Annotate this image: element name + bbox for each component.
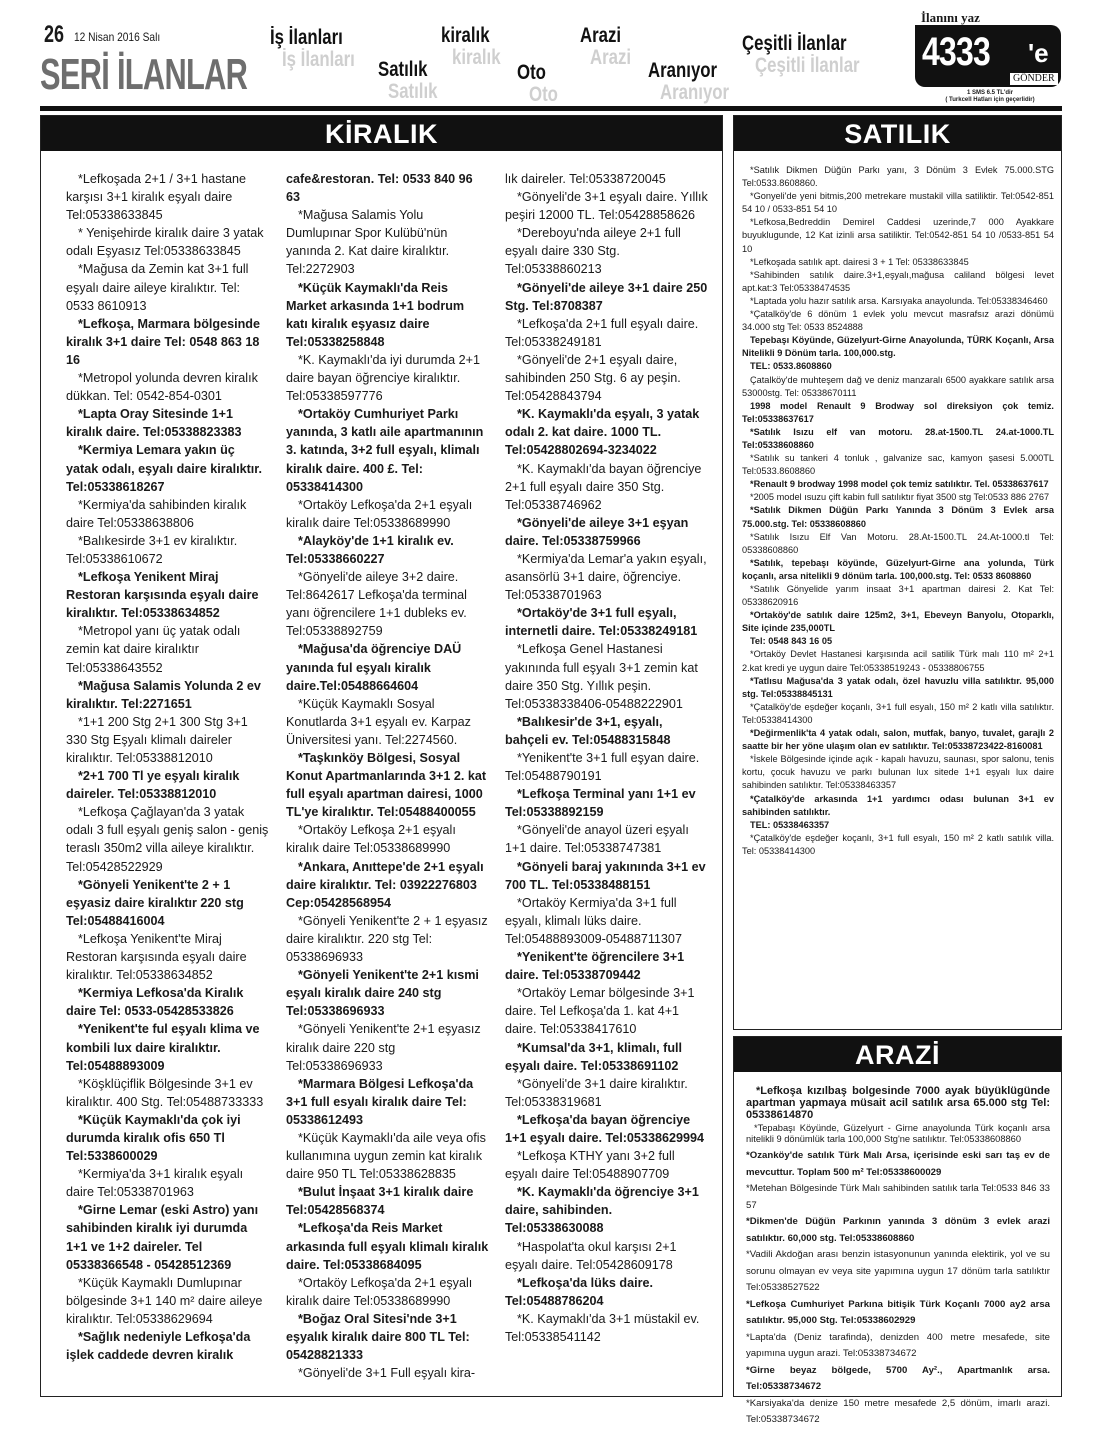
classified-ad: *Satılık Dikmen Düğün Parkı yanı, 3 Dönüm 3 Evlek 75.000.STG Tel:0533.8608860.: [742, 165, 1054, 189]
classified-ad: *Lefkoşa Cumhuriyet Parkına bitişik Türk Koçanlı 7000 ay2 arsa satılıktır. 95,000 Stg. Tel:05338602929: [746, 1298, 1050, 1326]
sms-suffix: 'e: [1028, 38, 1049, 68]
classified-ad: *Lefkoşa Yenikent'te Miraj Restoran karşısında eşyalı daire kiralıktır. Tel:05338634852: [66, 931, 247, 983]
classified-ad: *Gönyeli'de 3+1 eşyalı daire. Yıllık peşiri 12000 TL. Tel:05428858626: [505, 190, 708, 223]
category-ghost: Oto: [529, 83, 558, 106]
classified-ad: *Gönyeli Yenikent'te 2+1 eşyasız kiralık daire 220 stg Tel:05338696933: [286, 1022, 481, 1073]
classified-ad: *Lapta Oray Sitesinde 1+1 kiralık daire. Tel:05338823383: [66, 407, 242, 440]
classified-ad: *Boğaz Oral Sitesi'nde 3+1 eşyalık kiralık daire 800 TL Tel: 05428821333: [286, 1311, 470, 1363]
classified-ad: *Metehan Bölgesinde Türk Malı sahibinden satılık tarla Tel:0533 846 33 57: [746, 1183, 1050, 1211]
classified-ad: *Kermiya Lemara yakın üç yatak odalı, eşyalı daire kiralıktır. Tel:05338618267: [66, 443, 263, 494]
classified-ad: *Laptada yolu hazır satılık arsa. Karsıyaka anayolunda. Tel:05338346460: [750, 295, 1048, 306]
classified-ad: *K. Kaymaklı'da eşyalı, 3 yatak odalı 2. kat daire. 1000 TL. Tel:05428802694-3234022: [505, 407, 700, 458]
sms-send-label: GÖNDER: [1010, 73, 1058, 85]
classified-ad: lık daireler. Tel:05338720045: [505, 172, 666, 186]
classified-ad: *Lefkoşa KTHY yanı 3+2 full eşyalı daire Tel:05488907709: [505, 1149, 675, 1182]
classified-ad: *Metropol yolunda devren kiralık dükkan. Tel: 0542-854-0301: [66, 371, 258, 404]
classified-ad: *Çatalköy'de eşdeğer koçanlı, 3+1 full esyalı, 150 m² 2 katlı villa satılıktır. Tel:05338414300: [742, 701, 1054, 725]
classified-ad: *Lefkoşada 2+1 / 3+1 hastane karşısı 3+1 kiralık eşyalı daire Tel:05338633845: [66, 172, 247, 223]
classified-ad: *Çatalköy'de 6 dönüm 1 evlek yolu mevcut masrafsız arazi dönümü 34.000 stg Tel: 0533 8524888: [742, 309, 1054, 333]
category-ghost: Satılık: [388, 80, 438, 103]
classified-ad: *Küçük Kaymaklı'da aile veya ofis kullanımına uygun zemin kat kiralık daire 950 TL Tel:05338628835: [286, 1130, 486, 1182]
classified-ad: *Mağusa'da öğrenciye DAÜ yanında ful eşyalı kiralık daire.Tel:05488664604: [286, 642, 462, 693]
satilik-section: [733, 115, 1062, 1030]
classified-ad: *Dikmen'de Düğün Parkının yanında 3 dönüm 3 evlek arazi satılıktır. 60,000 stg. Tel:05338608860: [746, 1216, 1050, 1244]
classified-ad: *2+1 700 Tl ye eşyalı kiralık daireler. Tel:05338812010: [66, 769, 240, 802]
classified-ad: *Marmara Bölgesi Lefkoşa'da 3+1 full esyalı kiralık daire Tel: 05338612493: [286, 1076, 474, 1127]
classified-ad: TEL: 0533.8608860: [750, 361, 832, 372]
category-araniyor: Aranıyor: [648, 59, 718, 82]
classified-ad: *Çatalköy'de arkasında 1+1 yardımcı odası bulunan 3+1 ev sahibinden satılıktır.: [742, 793, 1054, 817]
classified-ad: *Ortaköy Lemar bölgesinde 3+1 daire. Tel Lefkoşa'da 1. kat 4+1 daire. Tel:05338417610: [505, 986, 695, 1037]
classified-ad: cafe&restoran. Tel: 0533 840 96 63: [286, 172, 473, 205]
classified-ad: *Lefkoşa'da Reis Market arkasında full eşyalı klimalı kiralık daire. Tel:05338684095: [286, 1221, 489, 1272]
classified-ad: *Ozanköy'de satılık Türk Malı Arsa, içerisinde eski sarı taş ev de mevcuttur. Toplam 500 m² Tel:05338600029: [746, 1150, 1050, 1178]
kiralik-column-2: [286, 170, 489, 1382]
classified-ad: *Küçük Kaymaklı'da çok iyi durumda kiralık ofis 650 Tl Tel:5338600029: [66, 1112, 241, 1164]
classified-ad: *Gönyeli'de aileye 3+2 daire. Tel:8642617 Lefkoşa'da terminal yanı öğrencilere 1+1 dubleks ev. Tel:05338892759: [286, 570, 467, 639]
classified-ad: Tepebaşı Köyünde, Güzelyurt-Girne Anayolunda, TÜRK Koçanlı, Arsa Nitelikli 9 Dönüm tarla. 100,000.stg.: [742, 335, 1054, 359]
classified-ad: *Lefkosa,Bedreddin Demirel Caddesi uzerinde,7 000 Ayakkare buyuklugunde, 12 Kat izinli arsa satiliktir. Tel:0542-851 54 10 /0533-851 54 10: [742, 217, 1054, 254]
classified-ad: *Mağusa Salamis Yolunda 2 ev kiralıktır. Tel:2271651: [66, 678, 261, 711]
category-ghost: Arazi: [590, 46, 632, 69]
category-satilik: Satılık: [378, 58, 428, 81]
classified-ad: *Satılık Isızu elf van motoru. 28.at-1500.TL 24.at-1000.TL Tel:05338608860: [742, 426, 1054, 450]
classified-ad: *Ortaköy Lefkoşa 2+1 eşyalı kiralık daire Tel:05338689990: [286, 823, 456, 856]
classified-ad: *Satılık, tepebaşı köyünde, Güzelyurt-Girne ana yolunda, Türk koçanlı, arsa nitelikli 9 dönüm tarla. 100,000.stg. Tel: 0533 8608860: [742, 557, 1054, 581]
category-ghost: Aranıyor: [660, 81, 730, 104]
classified-ad: *Ankara, Anıttepe'de 2+1 eşyalı daire kiralıktır. Tel: 03922276803 Cep:05428568954: [286, 859, 484, 910]
category-ghost: İş İlanları: [282, 48, 355, 71]
classified-ad: *Gonyeli'de yeni bitmis,200 metrekare mustakil villa satiliktir. Tel:0542-851 54 10 / 0533-851 54 10: [742, 191, 1054, 215]
classified-ad: *Ortaköy Lefkoşa'da 2+1 eşyalı kiralık daire Tel:05338689990: [286, 1275, 473, 1308]
category-is-ilanlari: İş İlanları: [270, 26, 343, 49]
classified-ad: TEL: 05338463357: [750, 819, 830, 830]
classified-ad: *Girne Lemar (eski Astro) yanı sahibinden kiralık iyi durumda 1+1 ve 1+2 daireler. Tel 05338366548 - 05428512369: [66, 1203, 259, 1272]
classified-ad: *İskele Bölgesinde içinde açık - kapalı havuzu, saunası, spor salonu, tenis kortu, çocuk havuzu ve parkı bulunan lux sitede 1+1 eşyalı lux daire sahibinden satılıktır. Tel:05338463357: [742, 754, 1054, 791]
classified-ad: *Karsiyaka'da denize 150 metre mesafede 2,5 dönüm, imarlı arazi. Tel:05338734672: [746, 1397, 1050, 1425]
classified-ad: *Köşklüçiflik Bölgesinde 3+1 ev kiralıktır. 400 Stg. Tel:05488733333: [66, 1076, 264, 1109]
classified-ad: *Gönyeli Yenikent'te 2 + 1 eşyasız daire kiralıktır. 220 stg Tel: 05338696933: [286, 913, 488, 965]
classified-ad: Çatalköy'de muhteşem dağ ve deniz manzaralı 6500 ayakkare satılık arsa 53000stg. Tel: 05338670111: [742, 374, 1054, 398]
classified-ad: *Satılık su tankeri 4 tonluk , galvanize sac, kamyon şasesi 5.000TL Tel:0533.8608860: [742, 453, 1054, 477]
classified-ad: *Haspolat'ta okul karşısı 2+1 eşyalı daire. Tel:05428609178: [505, 1239, 677, 1272]
classified-ad: *Lefkoşa'da lüks daire. Tel:05488786204: [505, 1275, 653, 1308]
classified-ad: *Lefkoşa kızılbaş bolgesinde 7000 ayak büyüklügünde apartman yapmaya müsait acil satılık arsa 65.000 stg Tel: 05338614870: [746, 1085, 1050, 1121]
sms-price-note: 1 SMS 6.5 TL'dir: [966, 90, 1014, 96]
classified-ad: *Mağusa Salamis Yolu Dumlupınar Spor Kulübü'nün yanında 2. Kat daire kiralıktır. Tel:2272903: [286, 208, 450, 277]
classified-ad: *Gönyeli baraj yakınında 3+1 ev 700 TL. Tel:05338488151: [505, 859, 706, 892]
classified-ad: *Kermiya Lefkosa'da Kiralık daire Tel: 0533-05428533826: [66, 986, 244, 1019]
classified-ad: *Kermiya'da Lemar'a yakın eşyalı, asansörlü 3+1 daire, öğrenciye. Tel:05338701963: [505, 551, 707, 603]
section-brand: SERİ İLANLAR: [40, 50, 248, 99]
category-cesitli: Çeşitli İlanlar: [742, 32, 847, 55]
category-ghost: kiralık: [452, 46, 501, 69]
classified-ad: *K. Kaymaklı'da bayan öğrenciye 2+1 full eşyalı daire 350 Stg. Tel:05338746962: [505, 461, 702, 512]
classified-ad: *Gönyeli'de aileye 3+1 daire 250 Stg. Tel:8708387: [505, 280, 708, 313]
satilik-title: SATILIK: [734, 116, 1061, 151]
classified-ad: *Küçük Kaymaklı'da Reis Market arkasında 1+1 bodrum katı kiralık eşyasız daire Tel:05338258848: [286, 280, 465, 349]
classified-ad: *Renault 9 brodway 1998 model çok temiz satılıktır. Tel. 05338637617: [750, 479, 1049, 490]
page-number: 26: [44, 21, 65, 48]
classified-ad: *Yenikent'te ful eşyalı klima ve kombili lux daire kiralıktır. Tel:05488893009: [66, 1022, 260, 1073]
sms-carrier-note: ( Turkcell Hatları için geçerlidir): [945, 97, 1035, 103]
classified-ad: *Yenikent'te 3+1 full eşyan daire. Tel:05488790191: [505, 751, 700, 784]
classified-ad: *Mağusa da Zemin kat 3+1 full eşyalı daire aileye kiralıktır. Tel: 0533 8610913: [66, 262, 249, 313]
classified-ad: *Lefkoşa Terminal yanı 1+1 ev Tel:05338892159: [505, 787, 696, 820]
classified-ad: *K. Kaymaklı'da öğrenciye 3+1 daire, sahibinden. Tel:05338630088: [505, 1185, 699, 1236]
classified-ad: *Balıkesir'de 3+1, eşyalı, bahçeli ev. Tel:05488315848: [505, 714, 671, 747]
classified-ad: *Lefkoşa Genel Hastanesi yakınında full eşyalı 3+1 zemin kat daire 350 Stg. Yıllık peşin. Tel:05338338406-05488222901: [505, 642, 698, 711]
classified-ad: *Dereboyu'nda aileye 2+1 full eşyalı daire 330 Stg. Tel:05338860213: [505, 226, 681, 277]
header-divider: [40, 106, 1062, 111]
classified-ad: *Kermiya'da 3+1 kiralık eşyalı daire Tel:05338701963: [66, 1167, 244, 1200]
classified-ad: *Kumsal'da 3+1, klimalı, full eşyalı daire. Tel:05338691102: [505, 1040, 683, 1073]
classified-ad: *Satılık Isızu Elf Van Motoru. 28.At-1500.TL 24.At-1000.tl Tel: 05338608860: [742, 531, 1054, 555]
kiralik-column-1: [66, 170, 269, 1364]
classified-ad: Tel: 0548 843 16 05: [750, 636, 833, 647]
category-kiralik: kiralık: [441, 24, 490, 47]
classified-ad: 1998 model Renault 9 Brodway sol direksiyon çok temiz. Tel:05338637617: [742, 400, 1054, 424]
classified-ad: *Gönyeli'de aileye 3+1 eşyan daire. Tel:05338759966: [505, 515, 689, 548]
classified-ad: *K. Kaymaklı'da iyi durumda 2+1 daire bayan öğrenciye kiralıktır. Tel:05338597776: [286, 352, 480, 404]
category-arazi: Arazi: [580, 24, 622, 47]
category-oto: Oto: [517, 61, 546, 84]
arazi-section: [733, 1036, 1062, 1425]
classified-ad: *Sağlık nedeniyle Lefkoşa'da işlek caddede devren kiralık: [66, 1330, 251, 1363]
classified-ad: *Vadili Akdoğan arası benzin istasyonunun yanında elektirik, yol ve su sorunu olmayan ev veya site yapımına uygun 17 dönüm tarla satılıktır Tel:05338527522: [746, 1249, 1050, 1293]
classified-ad: *1+1 200 Stg 2+1 300 Stg 3+1 330 Stg Eşyalı klimalı daireler kiralıktır. Tel:05338812010: [66, 714, 248, 765]
classified-ad: *Ortaköy Kermiya'da 3+1 full eşyalı, klimalı lüks daire. Tel:05488893009-05488711307: [505, 895, 682, 946]
classified-ad: *Lefkoşada satılık apt. dairesi 3 + 1 Tel: 05338633845: [750, 256, 969, 267]
classified-ad: *Küçük Kaymaklı Sosyal Konutlarda 3+1 eşyalı ev. Karpaz Üniversitesi yanı. Tel:2274560.: [286, 696, 471, 747]
sms-number: 4333: [922, 30, 990, 74]
classified-ad: *Gönyeli'de 2+1 eşyalı daire, sahibinden 250 Stg. 6 ay peşin. Tel:05428843794: [505, 352, 681, 404]
classified-ad: *Gönyeli Yenikent'te 2+1 kısmi eşyalı kiralık daire 240 stg Tel:05338696933: [286, 968, 479, 1019]
classified-ad: *Lapta'da (Deniz tarafinda), denizden 400 metre mesafede, site yapımına uygun arazi. Tel:05338734672: [746, 1331, 1050, 1359]
classified-ad: *Kermiya'da sahibinden kiralık daire Tel:05338638806: [66, 497, 247, 530]
arazi-title: ARAZİ: [734, 1037, 1061, 1072]
classified-ad: *Balıkesirde 3+1 ev kiralıktır. Tel:05338610672: [66, 533, 238, 566]
classified-ad: *Lefkoşa'da 2+1 full eşyalı daire. Tel:05338249181: [505, 316, 699, 349]
classified-ad: *2005 model ısuzu çift kabin full satılıktır fiyat 3500 stg Tel:0533 886 2767: [750, 492, 1050, 503]
classified-ad: *Lefkoşa, Marmara bölgesinde kiralık 3+1 daire Tel: 0548 863 18 16: [66, 316, 260, 367]
classified-ad: *Lefkoşa Yenikent Miraj Restoran karşısında eşyalı daire kiralıktır. Tel:05338634852: [66, 570, 259, 621]
issue-date: 12 Nisan 2016 Salı: [74, 30, 161, 44]
classified-ad: *Satılık Gönyelide yarım insaat 3+1 apartman dairesi 2. Kat Tel: 05338620916: [742, 584, 1054, 608]
classified-ad: *Ortaköy Cumhuriyet Parkı yanında, 3 katlı aile apartmanının 3. katında, 3+2 full eşyalı, klimalı kiralık daire. 400 £. Tel: 05338414300: [286, 407, 484, 494]
classified-ad: *Çatalköy'de eşdeğer koçanlı, 3+1 full esyalı, 150 m² 2 katlı satılık villa. Tel: 05338414300: [742, 832, 1054, 856]
sms-prompt: İlanını yaz: [918, 10, 983, 25]
classified-ad: *Alayköy'de 1+1 kiralık ev. Tel:05338660227: [286, 533, 454, 566]
classified-ad: *Bulut İnşaat 3+1 kiralık daire Tel:05428568374: [286, 1185, 474, 1218]
classified-ad: *Tatlısu Mağusa'da 3 yatak odalı, özel havuzlu villa satılıktır. 95,000 stg. Tel:05338845131: [742, 675, 1054, 699]
classified-ad: *Gönyeli Yenikent'te 2 + 1 eşyasiz daire kiralıktır 220 stg Tel:05488416004: [66, 877, 244, 928]
classified-ad: *Ortaköy'de satılık daire 125m2, 3+1, Ebeveyn Banyolu, Otoparklı, Site içinde 235,000TL: [742, 610, 1054, 634]
classified-ad: *Ortaköy'de 3+1 full eşyalı, internetli daire. Tel:05338249181: [505, 606, 698, 639]
classified-ad: *Ortaköy Lefkoşa'da 2+1 eşyalı kiralık daire Tel:05338689990: [286, 497, 473, 530]
classified-ad: *Taşkınköy Bölgesi, Sosyal Konut Apartmanlarında 3+1 2. kat full eşyalı apartman dairesi, 1000 TL'ye kiralıktır. Tel:05488400055: [286, 751, 487, 820]
classified-ad: *Metropol yanı üç yatak odalı zemin kat daire kiralıktır Tel:05338643552: [66, 624, 241, 675]
classified-ad: *Lefkoşa'da bayan öğrenciye 1+1 eşyalı daire. Tel:05338629994: [505, 1112, 704, 1145]
classified-ad: *Ortaköy Devlet Hastanesi karşısında acil satilik Türk malı 110 m² 2+1 2.kat kredi ye uygun daire Tel:05338519243 - 05338806755: [742, 649, 1054, 673]
kiralik-column-3: [505, 170, 708, 1346]
classified-ad: *Gönyeli'de 3+1 Full eşyalı kira-: [298, 1366, 476, 1381]
classified-ad: *Lefkoşa Çağlayan'da 3 yatak odalı 3 full eşyalı geniş salon - geniş teraslı 350m2 villa aileye kiralıktır. Tel:05428522929: [66, 805, 269, 874]
classified-ad: *K. Kaymaklı'da 3+1 müstakil ev. Tel:05338541142: [505, 1311, 700, 1344]
category-ghost: Çeşitli İlanlar: [755, 54, 860, 77]
classified-ad: *Değirmenlik'ta 4 yatak odalı, salon, mutfak, banyo, tuvalet, garajlı 2 saatte bir her yöne ulaşım olan ev satılıktır. Tel:05338723422-8160081: [742, 728, 1054, 752]
classified-ad: *Gönyeli'de anayol üzeri eşyalı 1+1 daire. Tel:05338747381: [505, 823, 689, 856]
classified-ad: *Sahibinden satılık daire.3+1,eşyalı,mağusa caliland bölgesi levet apt.kat:3 Tel:05338474535: [742, 269, 1054, 293]
classified-ad: *Yenikent'te öğrencilere 3+1 daire. Tel:05338709442: [505, 950, 685, 983]
classified-ad: * Yenişehirde kiralık daire 3 yatak odalı Eşyasız Tel:05338633845: [66, 226, 264, 259]
classified-ad: *Girne beyaz bölgede, 5700 Ay²., Apartmanlık arsa. Tel:05338734672: [746, 1364, 1050, 1392]
satilik-list: [742, 164, 1054, 858]
classified-ad: *Tepabaşı Köyünde, Güzelyurt - Girne anayolunda Türk koçanlı arsa nitelikli 9 dönümlük tarla 100,000 Stg'ne satılıktır. Tel:05338608860: [746, 1123, 1050, 1144]
sms-note: [920, 90, 1060, 104]
classified-ad: *Satılık Dikmen Düğün Parkı Yanında 3 Dönüm 3 Evlek arsa 75.000.stg. Tel: 05338608860: [742, 505, 1054, 529]
classified-ad: *Gönyeli'de 3+1 daire kiralıktır. Tel:05338319681: [505, 1076, 688, 1109]
kiralik-title: KİRALIK: [41, 116, 722, 151]
classified-ad: *Küçük Kaymaklı Dumlupınar bölgesinde 3+1 140 m² daire aileye kiralıktır. Tel:05338629694: [66, 1275, 263, 1326]
arazi-list: [746, 1085, 1050, 1429]
